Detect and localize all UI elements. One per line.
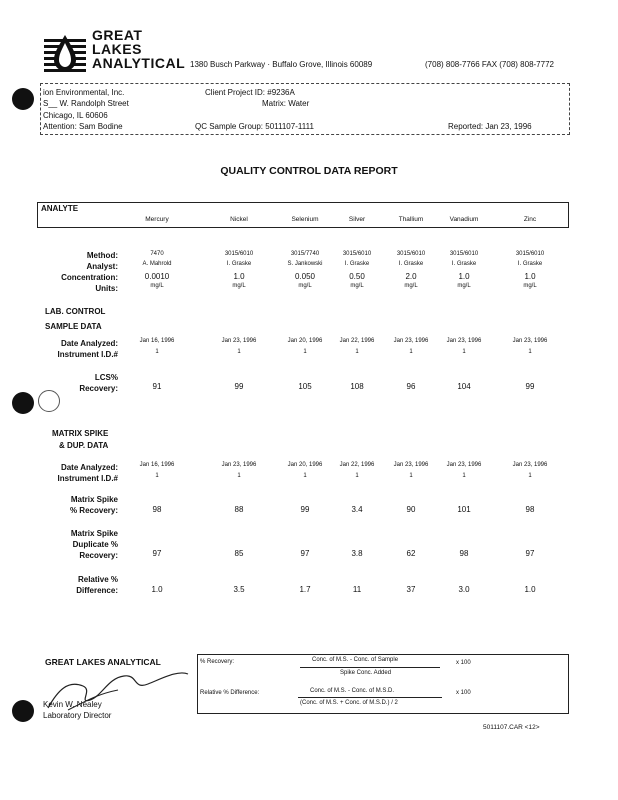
formula-recovery-denominator: Spike Conc. Added	[340, 670, 392, 676]
cell-ms-recovery: 99	[300, 505, 310, 514]
formula-rpd-label: Relative % Difference:	[200, 690, 260, 696]
section-lcs-line: LAB. CONTROL	[45, 307, 106, 316]
label-line: Matrix Spike	[70, 495, 118, 504]
cell-lcs-date: Jan 23, 1996	[512, 338, 548, 344]
analyte-header: ANALYTE	[41, 204, 79, 213]
cell-units: mg/L	[404, 283, 418, 289]
section-lcs	[45, 306, 105, 332]
cell-lcs-date: Jan 23, 1996	[221, 338, 257, 344]
cell-lcs-recovery: 99	[234, 382, 244, 391]
report-title: QUALITY CONTROL DATA REPORT	[220, 165, 398, 177]
label-line: % Recovery:	[69, 506, 118, 515]
cell-concentration: 0.50	[349, 272, 365, 281]
column-header: Mercury	[145, 216, 169, 223]
label-lcs-recovery	[79, 372, 118, 394]
formula-recovery-multiplier: x 100	[456, 660, 471, 666]
formula-rpd-denominator: (Conc. of M.S. + Conc. of M.S.D.) / 2	[300, 700, 398, 706]
cell-analyst: I. Graske	[226, 261, 252, 267]
cell-ms-instrument: 1	[155, 473, 159, 479]
label-analyst: Analyst:	[86, 262, 118, 271]
cell-units: mg/L	[457, 283, 471, 289]
logo-text-line: LAKES	[92, 41, 142, 57]
punch-hole	[12, 392, 34, 414]
label-line: Recovery:	[79, 384, 118, 393]
cell-concentration: 1.0	[524, 272, 536, 281]
cell-msd-recovery: 3.8	[351, 549, 363, 558]
cell-method: 3015/6010	[396, 251, 426, 257]
cell-ms-instrument: 1	[462, 473, 466, 479]
cell-ms-instrument: 1	[528, 473, 532, 479]
cell-analyst: S. Jankowski	[287, 261, 323, 267]
column-header: Thallium	[398, 216, 424, 223]
cell-ms-instrument: 1	[237, 473, 241, 479]
client-city: Chicago, IL 60606	[43, 111, 108, 120]
reported-date: Reported: Jan 23, 1996	[448, 122, 532, 131]
cell-rpd: 3.5	[233, 585, 245, 594]
cell-lcs-instrument: 1	[355, 349, 359, 355]
label-units: Units:	[95, 284, 118, 293]
cell-lcs-recovery: 105	[298, 382, 312, 391]
cell-units: mg/L	[150, 283, 164, 289]
punch-hole	[12, 700, 34, 722]
label-rpd	[76, 574, 118, 596]
matrix: Matrix: Water	[262, 99, 310, 108]
label-line: Relative %	[77, 575, 118, 584]
cell-ms-instrument: 1	[355, 473, 359, 479]
cell-concentration: 2.0	[405, 272, 417, 281]
cell-ms-instrument: 1	[409, 473, 413, 479]
cell-lcs-instrument: 1	[237, 349, 241, 355]
section-lcs-line: SAMPLE DATA	[45, 322, 102, 331]
section-ms-line: MATRIX SPIKE	[52, 429, 109, 438]
label-line: Recovery:	[79, 551, 118, 560]
cell-ms-recovery: 88	[234, 505, 244, 514]
label-method: Method:	[86, 251, 118, 260]
label-line: Duplicate %	[72, 540, 118, 549]
column-header: Zinc	[523, 216, 537, 223]
cell-ms-date: Jan 16, 1996	[139, 462, 175, 468]
label-line: Matrix Spike	[70, 529, 118, 538]
label-ms-recovery	[70, 494, 118, 516]
cell-units: mg/L	[232, 283, 246, 289]
cell-concentration: 0.0010	[144, 272, 170, 281]
cell-ms-date: Jan 22, 1996	[339, 462, 375, 468]
cell-method: 3015/6010	[342, 251, 372, 257]
cell-lcs-instrument: 1	[409, 349, 413, 355]
cell-lcs-date: Jan 22, 1996	[339, 338, 375, 344]
formula-rpd-multiplier: x 100	[456, 690, 471, 696]
formula-recovery-label: % Recovery:	[200, 659, 235, 665]
cell-method: 7470	[150, 251, 164, 257]
formula-rpd-numerator: Conc. of M.S. - Conc. of M.S.D.	[310, 688, 395, 694]
column-header: Silver	[348, 216, 366, 223]
cell-lcs-date: Jan 20, 1996	[287, 338, 323, 344]
label-ms-instrument: Instrument I.D.#	[57, 474, 118, 483]
analyte-header-box	[37, 202, 569, 228]
cell-analyst: I. Graske	[451, 261, 477, 267]
cell-ms-date: Jan 23, 1996	[512, 462, 548, 468]
cell-ms-date: Jan 23, 1996	[393, 462, 429, 468]
cell-lcs-recovery: 108	[350, 382, 364, 391]
signature-company: GREAT LAKES ANALYTICAL	[45, 657, 161, 667]
logo-text-line: ANALYTICAL	[92, 55, 186, 71]
cell-lcs-instrument: 1	[155, 349, 159, 355]
cell-method: 3015/6010	[224, 251, 254, 257]
cell-units: mg/L	[298, 283, 312, 289]
fraction-line	[300, 667, 440, 668]
cell-analyst: A. Mahrold	[142, 261, 172, 267]
cell-msd-recovery: 97	[525, 549, 535, 558]
cell-lcs-recovery: 91	[152, 382, 162, 391]
cell-rpd: 1.0	[524, 585, 536, 594]
cell-concentration: 1.0	[233, 272, 245, 281]
cell-analyst: I. Graske	[517, 261, 543, 267]
column-header: Selenium	[291, 216, 319, 223]
label-lcs-date: Date Analyzed:	[60, 339, 118, 348]
client-street: S__ W. Randolph Street	[43, 99, 129, 108]
cell-lcs-recovery: 96	[406, 382, 416, 391]
cell-msd-recovery: 85	[234, 549, 244, 558]
qc-sample-group: QC Sample Group: 5011107-1111	[195, 122, 314, 131]
cell-rpd: 1.7	[299, 585, 311, 594]
column-header: Vanadium	[449, 216, 479, 223]
cell-method: 3015/7740	[290, 251, 320, 257]
cell-ms-recovery: 3.4	[351, 505, 363, 514]
cell-lcs-date: Jan 16, 1996	[139, 338, 175, 344]
cell-concentration: 0.050	[294, 272, 316, 281]
company-logo-icon	[44, 33, 86, 73]
label-line: LCS%	[94, 373, 118, 382]
cell-method: 3015/6010	[515, 251, 545, 257]
cell-msd-recovery: 62	[406, 549, 416, 558]
signer-name: Kevin W. Nealey	[43, 700, 102, 709]
cell-lcs-instrument: 1	[462, 349, 466, 355]
cell-rpd: 11	[352, 585, 362, 594]
section-ms-line: & DUP. DATA	[58, 441, 109, 450]
company-phone-fax: (708) 808-7766 FAX (708) 808-7772	[425, 60, 554, 69]
cell-ms-recovery: 101	[457, 505, 471, 514]
cell-lcs-recovery: 99	[525, 382, 535, 391]
cell-lcs-recovery: 104	[457, 382, 471, 391]
cell-analyst: I. Graske	[398, 261, 424, 267]
label-concentration: Concentration:	[61, 273, 118, 282]
cell-ms-recovery: 98	[152, 505, 162, 514]
cell-lcs-date: Jan 23, 1996	[393, 338, 429, 344]
cell-ms-date: Jan 23, 1996	[446, 462, 482, 468]
label-line: Difference:	[76, 586, 118, 595]
section-matrix-spike	[52, 428, 108, 451]
client-attention: Attention: Sam Bodine	[43, 122, 123, 131]
cell-method: 3015/6010	[449, 251, 479, 257]
cell-lcs-instrument: 1	[303, 349, 307, 355]
cell-ms-recovery: 98	[525, 505, 535, 514]
label-lcs-instrument: Instrument I.D.#	[57, 350, 118, 359]
cell-ms-recovery: 90	[406, 505, 416, 514]
cell-lcs-date: Jan 23, 1996	[446, 338, 482, 344]
cell-rpd: 1.0	[151, 585, 163, 594]
cell-rpd: 37	[406, 585, 416, 594]
label-ms-date: Date Analyzed:	[60, 463, 118, 472]
cell-concentration: 1.0	[458, 272, 470, 281]
label-msd-recovery	[71, 528, 118, 561]
cell-msd-recovery: 97	[300, 549, 310, 558]
cell-units: mg/L	[523, 283, 537, 289]
cell-lcs-instrument: 1	[528, 349, 532, 355]
cell-msd-recovery: 98	[459, 549, 469, 558]
fraction-line	[298, 697, 442, 698]
column-header: Nickel	[230, 216, 248, 223]
company-address: 1380 Busch Parkway · Buffalo Grove, Illinois 60089	[190, 60, 373, 69]
logo-text-line: GREAT	[92, 27, 143, 43]
cell-msd-recovery: 97	[152, 549, 162, 558]
cell-analyst: I. Graske	[344, 261, 370, 267]
punch-hole	[12, 88, 34, 110]
formula-recovery-numerator: Conc. of M.S. - Conc. of Sample	[312, 657, 399, 663]
cell-ms-date: Jan 23, 1996	[221, 462, 257, 468]
cell-rpd: 3.0	[458, 585, 470, 594]
punch-hole-outline	[38, 390, 60, 412]
client-project-id: Client Project ID: #9236A	[205, 88, 295, 97]
signer-title: Laboratory Director	[43, 711, 112, 720]
cell-ms-instrument: 1	[303, 473, 307, 479]
client-name: ion Environmental, Inc.	[43, 88, 125, 97]
page-code: 5011107.CAR <12>	[483, 724, 540, 731]
cell-ms-date: Jan 20, 1996	[287, 462, 323, 468]
cell-units: mg/L	[350, 283, 364, 289]
